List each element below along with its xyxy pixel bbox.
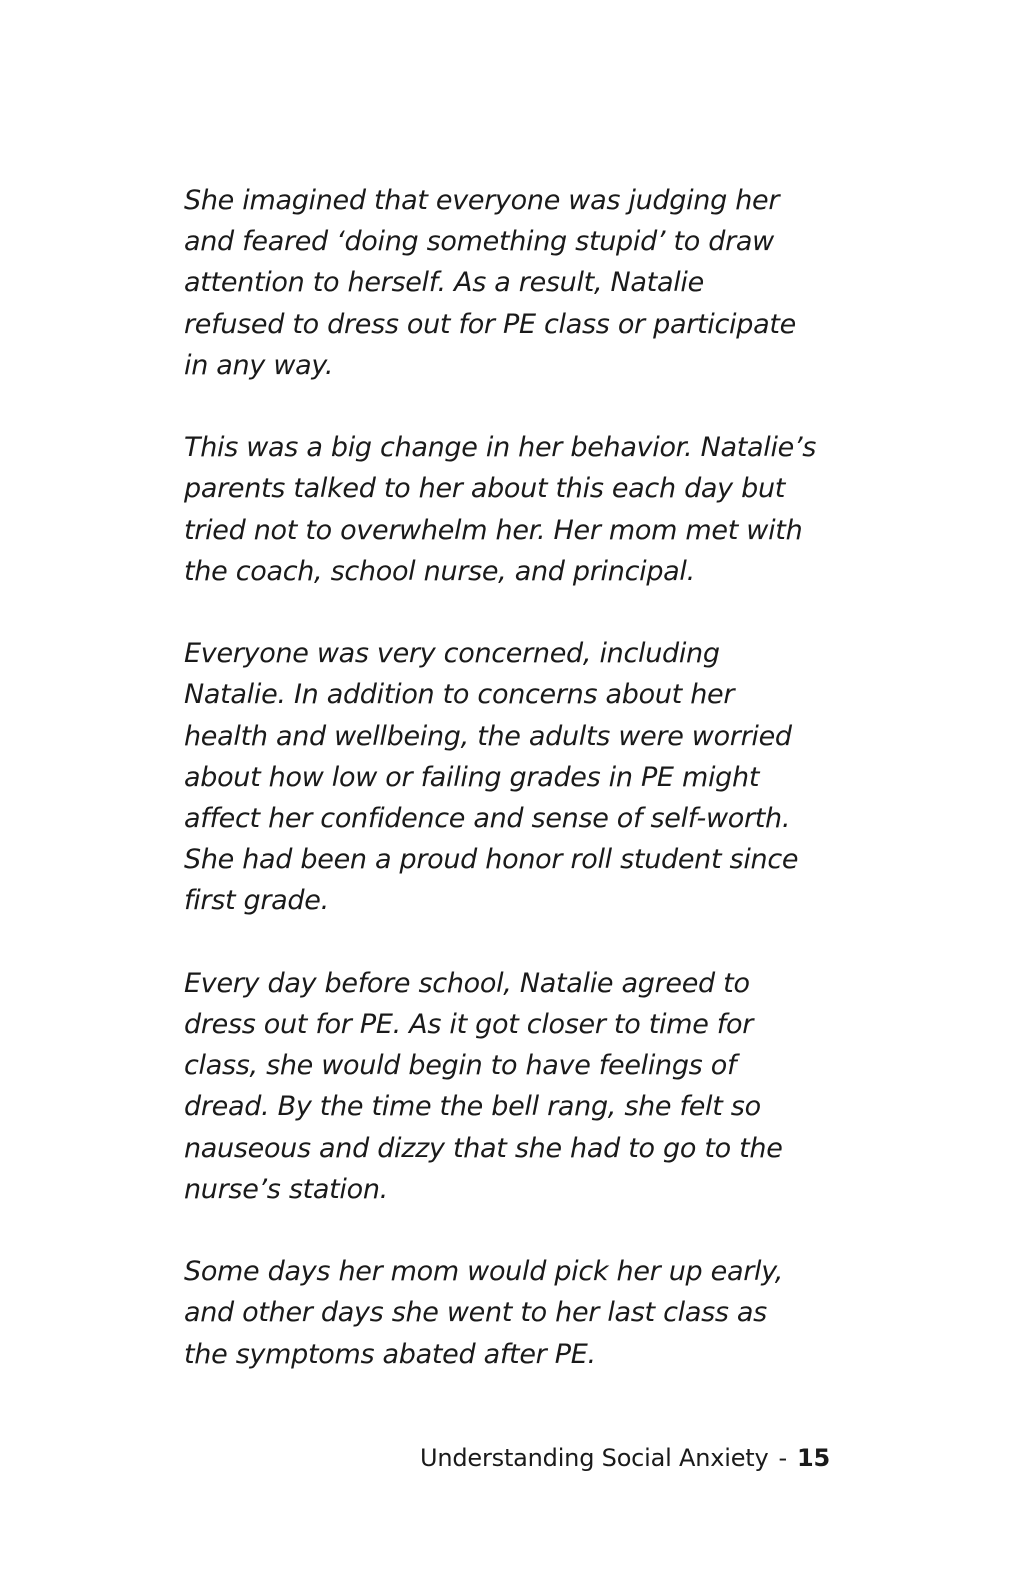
paragraph: She imagined that everyone was judging her and feared ‘doing something stupid’ to draw attention to herself. As a result, Natalie refused to dress out for PE class or participate in any way. bbox=[184, 185, 796, 381]
body-text bbox=[184, 180, 844, 1416]
paragraph: Every day before school, Natalie agreed to dress out for PE. As it got closer to time for class, she would begin to have feelings of dread. By the time the bell rang, she felt so nauseous and dizzy that she had to go to the nurse’s station. bbox=[184, 967, 783, 1205]
book-title: Understanding Social Anxiety bbox=[420, 1444, 769, 1472]
paragraph: This was a big change in her behavior. Natalie’s parents talked to her about this each day but tried not to overwhelm her. Her mom met with the coach, school nurse, and principal. bbox=[184, 432, 817, 587]
paragraph: Some days her mom would pick her up early, and other days she went to her last class as the symptoms abated after PE. bbox=[184, 1256, 784, 1370]
paragraph: Everyone was very concerned, including Natalie. In addition to concerns about her health and wellbeing, the adults were worried about how low or failing grades in PE might affect her confidence and sense of self-worth. She had been a proud honor roll student since first grade. bbox=[184, 638, 799, 917]
page-footer bbox=[420, 1444, 830, 1472]
page-number: 15 bbox=[797, 1444, 830, 1472]
footer-separator: - bbox=[778, 1444, 787, 1472]
